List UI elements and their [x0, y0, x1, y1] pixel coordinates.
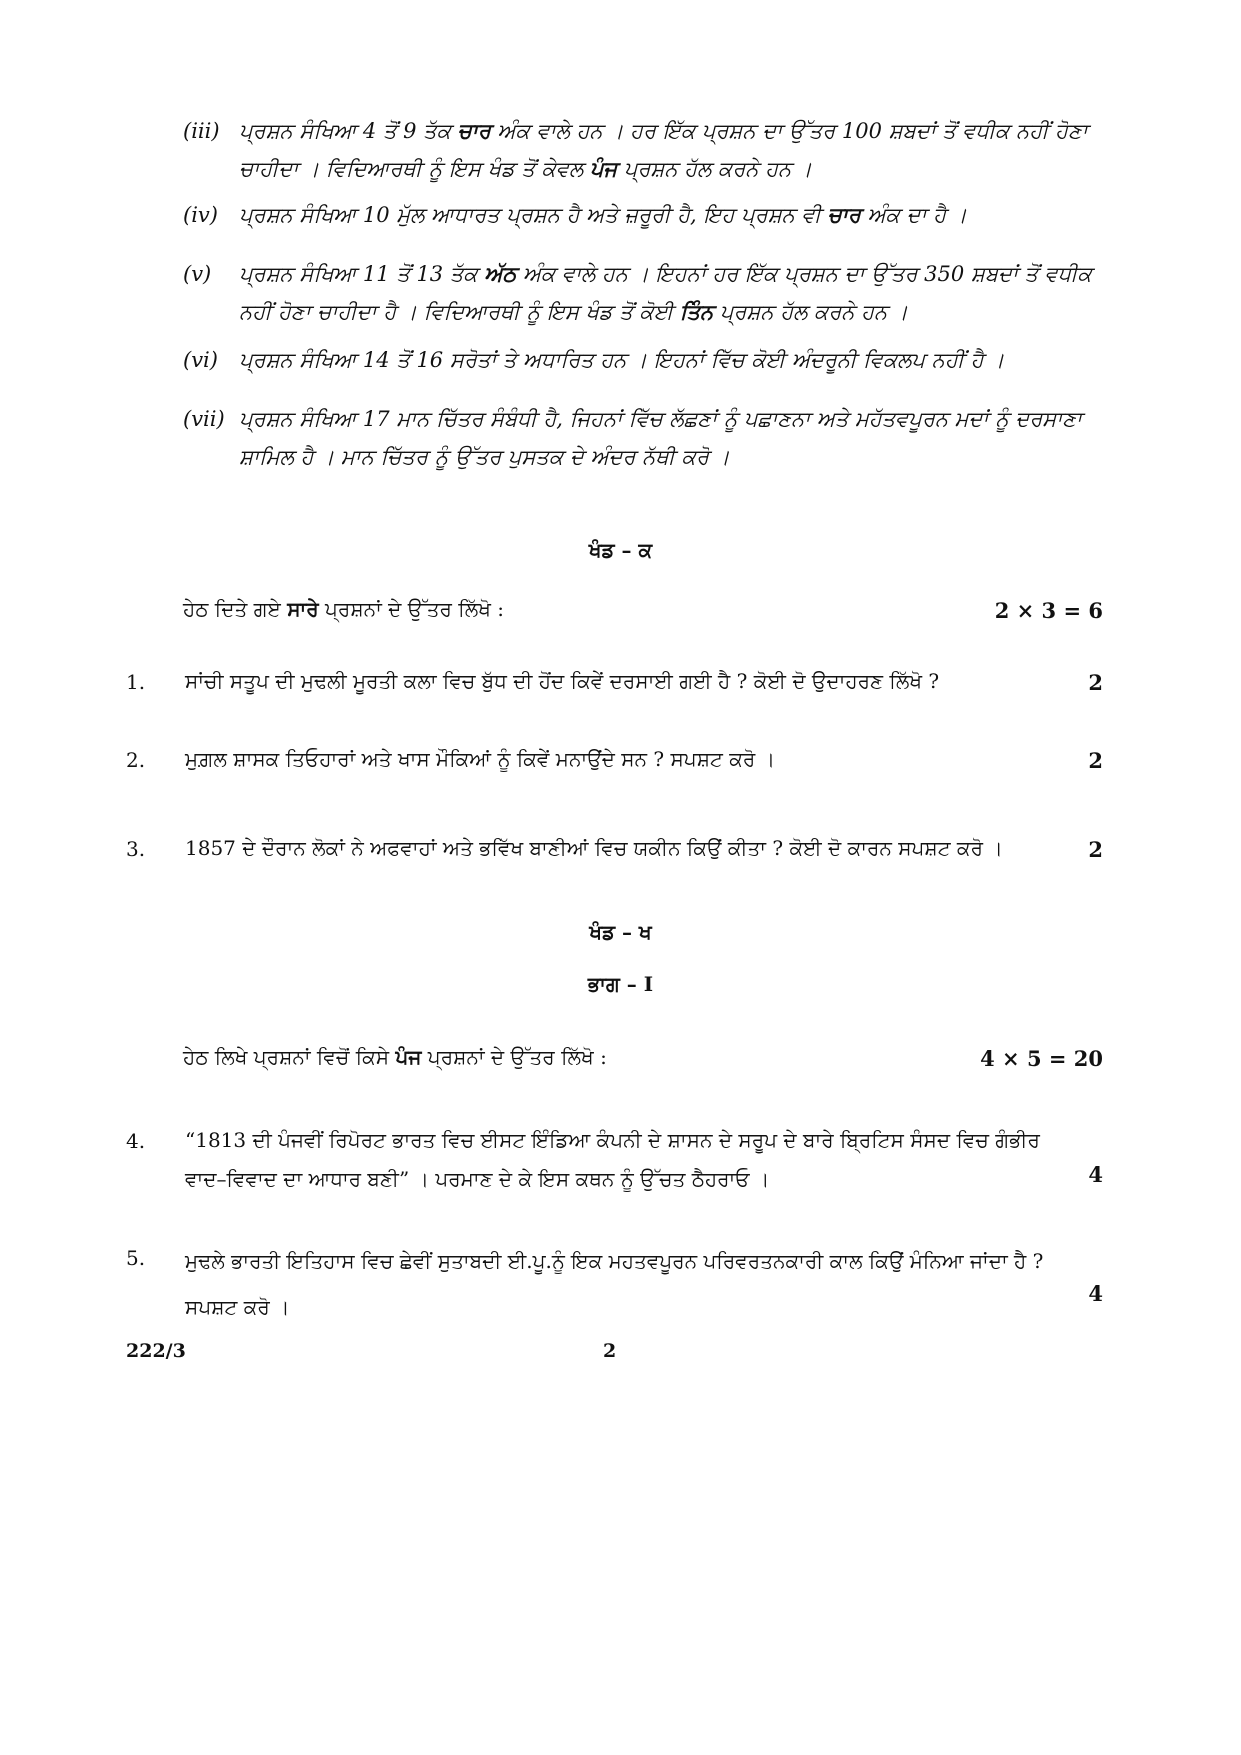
instruction-vii: [183, 400, 1103, 476]
instruction-number: (iv): [183, 203, 218, 227]
question-text: 1857 ਦੇ ਦੌਰਾਨ ਲੋਕਾਂ ਨੇ ਅਫਵਾਹਾਂ ਅਤੇ ਭਵਿੱਖ ਬਾਣੀਆਂ ਵਿਚ ਯਕੀਨ ਕਿਉਂ ਕੀਤਾ ? ਕੋਈ ਦੋ ਕਾਰਨ ਸਪਸ਼ਟ ਕਰੋ ।: [185, 836, 1003, 860]
paper-code: 222/3: [126, 1340, 186, 1362]
question-text: ਮੁਗ਼ਲ ਸ਼ਾਸਕ ਤਿਓਹਾਰਾਂ ਅਤੇ ਖਾਸ ਮੌਕਿਆਂ ਨੂੰ ਕਿਵੇਂ ਮਨਾਉਂਦੇ ਸਨ ? ਸਪਸ਼ਟ ਕਰੋ ।: [185, 747, 776, 771]
instruction-number: (vii): [183, 407, 225, 431]
instruction-text: ਪ੍ਰਸ਼ਨ ਸੰਖਿਆ 17 ਮਾਨ ਚਿੱਤਰ ਸੰਬੰਧੀ ਹੈ, ਜਿਹਨਾਂ ਵਿੱਚ ਲੱਛਣਾਂ ਨੂੰ ਪਛਾਣਨਾ ਅਤੇ ਮਹੱਤਵਪੂਰਨ ਮਦਾਂ ਨੂੰ ਦਰਸਾਣਾ ਸ਼ਾਮਿਲ ਹੈ । ਮਾਨ ਚਿੱਤਰ ਨੂੰ ਉੱਤਰ ਪੁਸਤਕ ਦੇ ਅੰਦਰ ਨੱਥੀ ਕਰੋ ।: [239, 407, 1082, 469]
question-marks: 4: [1088, 1281, 1103, 1306]
instruction-text: ਪ੍ਰਸ਼ਨ ਸੰਖਿਆ 14 ਤੋਂ 16 ਸਰੋਤਾਂ ਤੇ ਅਧਾਰਿਤ ਹਨ । ਇਹਨਾਂ ਵਿੱਚ ਕੋਈ ਅੰਦਰੂਨੀ ਵਿਕਲਪ ਨਹੀਂ ਹੈ ।: [239, 348, 1005, 372]
instruction-text: ਪ੍ਰਸ਼ਨ ਸੰਖਿਆ 4 ਤੋਂ 9 ਤੱਕ ਚਾਰ ਅੰਕ ਵਾਲੇ ਹਨ । ਹਰ ਇੱਕ ਪ੍ਰਸ਼ਨ ਦਾ ਉੱਤਰ 100 ਸ਼ਬਦਾਂ ਤੋਂ ਵਧੀਕ ਨਹੀਂ ਹੋਣਾ ਚਾਹੀਦਾ । ਵਿਦਿਆਰਥੀ ਨੂੰ ਇਸ ਖੰਡ ਤੋਂ ਕੇਵਲ ਪੰਜ ਪ੍ਰਸ਼ਨ ਹੱਲ ਕਰਨੇ ਹਨ ।: [239, 118, 1088, 181]
question-number: 5.: [126, 1246, 146, 1270]
question-marks: 2: [1088, 837, 1103, 862]
instruction-number: (vi): [183, 348, 218, 372]
instruction-v: [183, 255, 1103, 331]
instruction-iv: [183, 196, 1103, 234]
section-a-intro: ਹੇਠ ਦਿਤੇ ਗਏ ਸਾਰੇ ਪ੍ਰਸ਼ਨਾਂ ਦੇ ਉੱਤਰ ਲਿੱਖੋ :: [183, 597, 505, 621]
question-marks: 4: [1088, 1162, 1103, 1187]
section-b-marks: 4 × 5 = 20: [980, 1046, 1103, 1071]
question-number: 3.: [126, 837, 146, 861]
section-a-heading: ਖੰਡ – ਕ: [588, 538, 653, 562]
question-number: 2.: [126, 748, 146, 772]
instruction-number: (iii): [183, 119, 220, 143]
section-b-heading: ਖੰਡ – ਖ: [589, 920, 652, 944]
question-text: ਮੁਢਲੇ ਭਾਰਤੀ ਇਤਿਹਾਸ ਵਿਚ ਛੇਵੀਂ ਸੁਤਾਬਦੀ ਈ.ਪੂ.ਨੂੰ ਇਕ ਮਹਤਵਪੂਰਨ ਪਰਿਵਰਤਨਕਾਰੀ ਕਾਲ ਕਿਉਂ ਮੰਨਿਆ ਜਾਂਦਾ ਹੈ ? ਸਪਸ਼ਟ ਕਰੋ ।: [185, 1249, 1044, 1319]
question-number: 1.: [126, 670, 146, 694]
question-text: “1813 ਦੀ ਪੰਜਵੀਂ ਰਿਪੋਰਟ ਭਾਰਤ ਵਿਚ ਈਸਟ ਇੰਡਿਆ ਕੰਪਨੀ ਦੇ ਸ਼ਾਸਨ ਦੇ ਸਰੂਪ ਦੇ ਬਾਰੇ ਬ੍ਰਿਟਿਸ ਸੰਸਦ ਵਿਚ ਗੰਭੀਰ ਵਾਦ–ਵਿਵਾਦ ਦਾ ਆਧਾਰ ਬਣੀ” । ਪਰਮਾਣ ਦੇ ਕੇ ਇਸ ਕਥਨ ਨੂੰ ਉੱਚਤ ਠੈਹਰਾਓ ।: [185, 1128, 1040, 1191]
question-marks: 2: [1088, 748, 1103, 773]
section-b-intro: ਹੇਠ ਲਿਖੇ ਪ੍ਰਸ਼ਨਾਂ ਵਿਚੋਂ ਕਿਸੇ ਪੰਜ ਪ੍ਰਸ਼ਨਾਂ ਦੇ ਉੱਤਰ ਲਿੱਖੋ :: [183, 1045, 607, 1069]
instruction-text: ਪ੍ਰਸ਼ਨ ਸੰਖਿਆ 10 ਮੁੱਲ ਆਧਾਰਤ ਪ੍ਰਸ਼ਨ ਹੈ ਅਤੇ ਜ਼ਰੂਰੀ ਹੈ, ਇਹ ਪ੍ਰਸ਼ਨ ਵੀ ਚਾਰ ਅੰਕ ਦਾ ਹੈ ।: [239, 202, 967, 227]
page-number: 2: [603, 1340, 617, 1362]
instruction-text: ਪ੍ਰਸ਼ਨ ਸੰਖਿਆ 11 ਤੋਂ 13 ਤੱਕ ਅੱਠ ਅੰਕ ਵਾਲੇ ਹਨ । ਇਹਨਾਂ ਹਰ ਇੱਕ ਪ੍ਰਸ਼ਨ ਦਾ ਉੱਤਰ 350 ਸ਼ਬਦਾਂ ਤੋਂ ਵਧੀਕ ਨਹੀਂ ਹੋਣਾ ਚਾਹੀਦਾ ਹੈ । ਵਿਦਿਆਰਥੀ ਨੂੰ ਇਸ ਖੰਡ ਤੋਂ ਕੋਈ ਤਿੰਨ ਪ੍ਰਸ਼ਨ ਹੱਲ ਕਰਨੇ ਹਨ ।: [239, 261, 1092, 324]
section-b-subheading: ਭਾਗ – I: [587, 972, 654, 996]
question-text: ਸਾਂਚੀ ਸਤੂਪ ਦੀ ਮੁਢਲੀ ਮੂਰਤੀ ਕਲਾ ਵਿਚ ਬੁੱਧ ਦੀ ਹੋਂਦ ਕਿਵੇਂ ਦਰਸਾਈ ਗਈ ਹੈ ? ਕੋਈ ਦੋ ਉਦਾਹਰਣ ਲਿੱਖੋ ?: [185, 669, 940, 693]
question-number: 4.: [126, 1129, 146, 1153]
section-a-marks: 2 × 3 = 6: [994, 598, 1103, 623]
question-marks: 2: [1088, 670, 1103, 695]
instruction-number: (v): [183, 262, 212, 286]
instruction-vi: [183, 341, 1103, 379]
instruction-iii: [183, 112, 1103, 188]
